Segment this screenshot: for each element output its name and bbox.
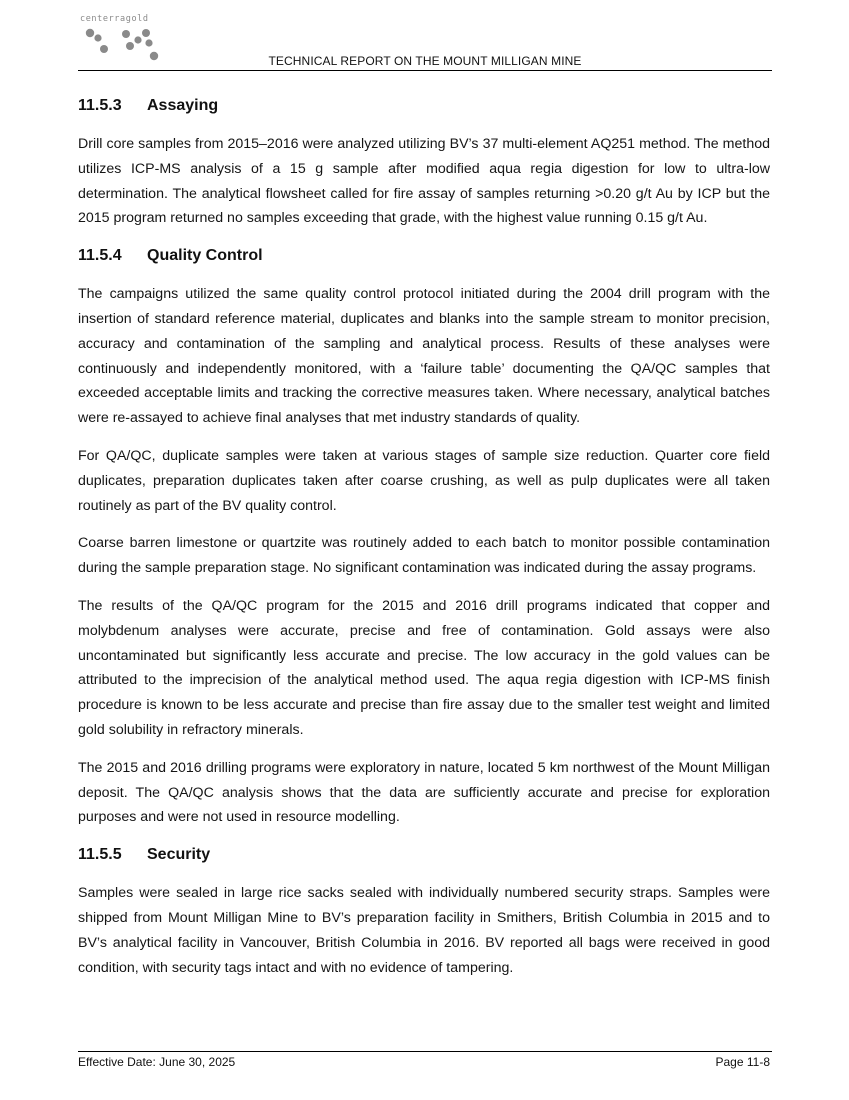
section-heading [78, 244, 770, 268]
paragraph: The campaigns utilized the same quality control protocol initiated during the 2004 drill program with the insertion of standard reference material, duplicates and blanks into the sample stream to monitor precision, accuracy and contamination of the sampling and analytical process. Results of these analyses were continuously and independently monitored, with a ‘failure table’ documenting the QA/QC samples that exceeded acceptable limits and tracking the corrective measures taken. Where necessary, analytical batches were re-assayed to achieve final analyses that met industry standards of quality. [78, 286, 770, 427]
page-body [78, 94, 770, 993]
section-security [78, 843, 770, 980]
section-title: Assaying [147, 97, 219, 114]
page-number: Page 11-8 [715, 1055, 770, 1069]
section-heading [78, 843, 770, 867]
page-footer [78, 1051, 772, 1076]
paragraph: Samples were sealed in large rice sacks sealed with individually numbered security straps. Samples were shipped from Mount Milligan Mine to BV’s preparation facility in Smithers, British Columbia in 2015 and to BV’s analytical facility in Vancouver, British Columbia in 2016. BV reported all bags were received in good condition, with security tags intact and with no evidence of tampering. [78, 885, 770, 976]
section-assaying [78, 94, 770, 231]
paragraph: The results of the QA/QC program for the 2015 and 2016 drill programs indicated that copper and molybdenum analyses were accurate, precise and free of contamination. Gold assays were also uncontaminated but significantly less accurate and precise. The low accuracy in the gold values can be attributed to the imprecision of the analytical method used. The aqua regia digestion with ICP-MS finish procedure is known to be less accurate and precise than fire assay due to the smaller test weight and limited gold solubility in refractory minerals. [78, 597, 770, 738]
section-heading [78, 94, 770, 118]
section-number: 11.5.4 [78, 247, 122, 265]
page-header [78, 12, 772, 71]
logo-wordmark: centerragold [80, 14, 149, 24]
paragraph: Coarse barren limestone or quartzite was routinely added to each batch to monitor possible contamination during the sample preparation stage. No significant contamination was indicated during the assay programs. [78, 535, 770, 577]
section-number: 11.5.5 [78, 846, 122, 864]
paragraph: The 2015 and 2016 drilling programs were exploratory in nature, located 5 km northwest of the Mount Milligan deposit. The QA/QC analysis shows that the data are sufficiently accurate and precise for exploration purposes and were not used in resource modelling. [78, 759, 770, 826]
section-title: Security [147, 846, 211, 864]
paragraph: Drill core samples from 2015–2016 were analyzed utilizing BV’s 37 multi-element AQ251 method. The method utilizes ICP-MS analysis of a 15 g sample after modified aqua regia digestion for low to ultra-low determination. The analytical flowsheet called for fire assay of samples returning >0.20 g/t Au by ICP but the 2015 program returned no samples exceeding that grade, with the highest value running 0.15 g/t Au. [78, 136, 770, 227]
section-quality-control [78, 244, 770, 830]
paragraph: For QA/QC, duplicate samples were taken at various stages of sample size reduction. Quarter core field duplicates, preparation duplicates taken after coarse crushing, as well as pulp duplicates were all taken routinely as part of the BV quality control. [78, 447, 770, 514]
section-title: Quality Control [147, 247, 263, 265]
effective-date: Effective Date: June 30, 2025 [78, 1055, 236, 1069]
report-title: TECHNICAL REPORT ON THE MOUNT MILLIGAN MINE [268, 54, 582, 68]
section-number: 11.5.3 [78, 97, 122, 114]
